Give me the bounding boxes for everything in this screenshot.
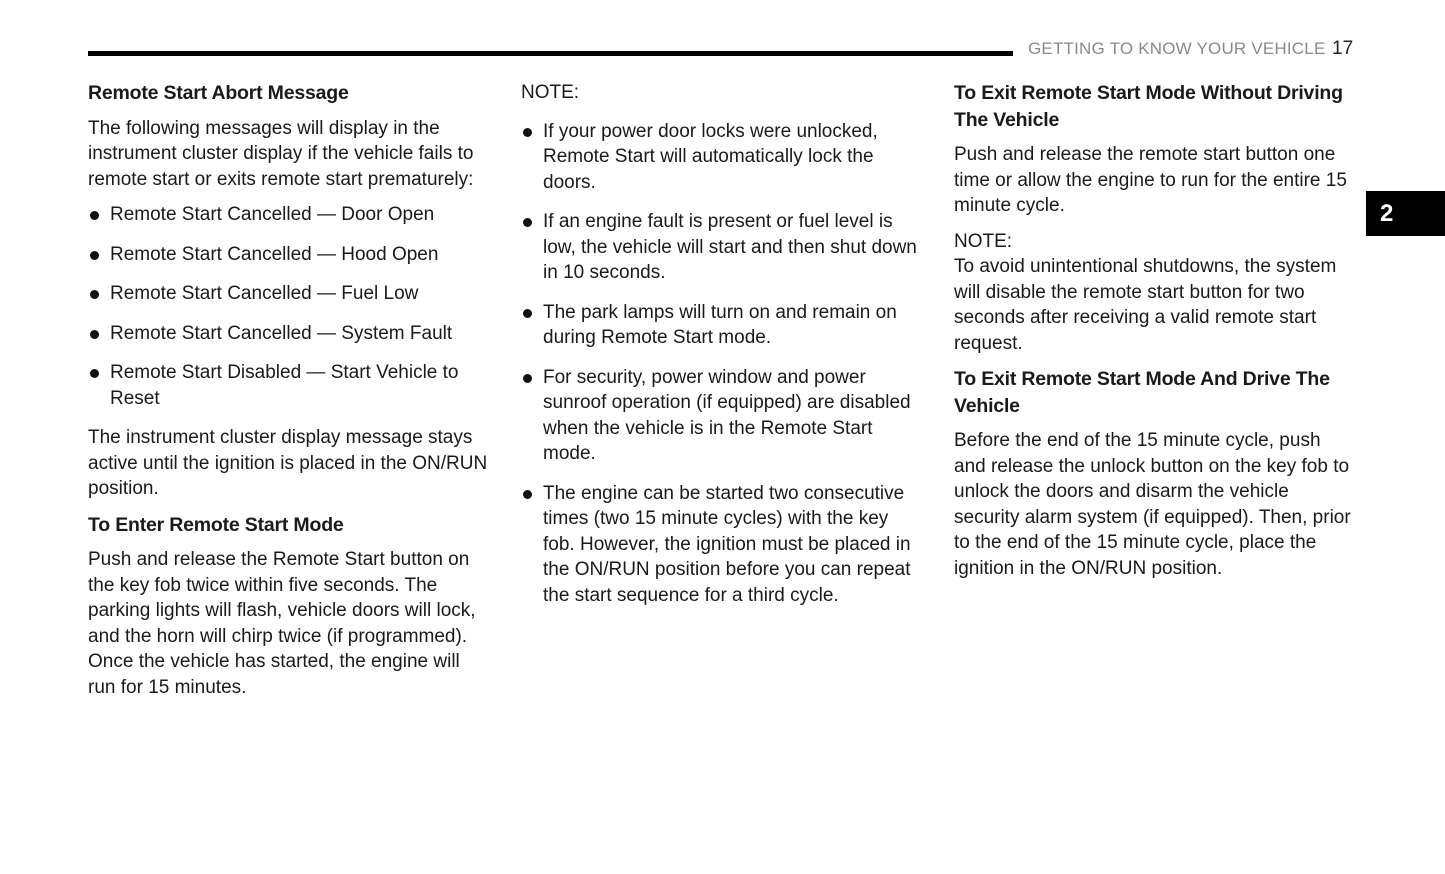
note-label: NOTE: [521,82,580,103]
heading-enter-remote-start: To Enter Remote Start Mode [88,513,344,536]
paragraph-enter-remote-start: Push and release the Remote Start button on the key fob twice within five seconds. The parking lights will flash, vehicle doors will lock, and the horn will chirp twice (if programmed). Once the vehicle has started, the engine will run for 15 minutes. [88,549,476,698]
abort-message-list [88,202,490,411]
column-2 [521,80,921,622]
page-number: 17 [1332,38,1354,59]
list-item: For security, power window and power sunroof operation (if equipped) are disabled when the vehicle is in the Remote Start mode. [521,365,921,467]
paragraph-message-stays: The instrument cluster display message stays active until the ignition is placed in the ON/RUN position. [88,427,488,499]
list-item: Remote Start Cancelled — Door Open [88,202,490,228]
list-item: Remote Start Cancelled — System Fault [88,321,490,347]
paragraph-exit-and-drive: Before the end of the 15 minute cycle, push and release the unlock button on the key fob to unlock the doors and disarm the vehicle security alarm system (if equipped). Then, prior to the end of the 15 minute cycle, place the ignition in the ON/RUN position. [954,430,1351,579]
heading-exit-without-driving: To Exit Remote Start Mode Without Driving The Vehicle [954,82,1343,131]
list-item: If your power door locks were unlocked, Remote Start will automatically lock the doors. [521,119,921,196]
column-1 [88,80,490,710]
list-item: Remote Start Disabled — Start Vehicle to Reset [88,360,490,411]
list-item: If an engine fault is present or fuel level is low, the vehicle will start and then shut down in 10 seconds. [521,209,921,286]
note-label: NOTE: [954,230,1013,252]
column-3 [954,80,1354,591]
list-item: Remote Start Cancelled — Hood Open [88,242,490,268]
note-list [521,119,921,609]
heading-remote-start-abort: Remote Start Abort Message [88,82,349,104]
header-rule [88,51,1013,56]
note-text: To avoid unintentional shutdowns, the system will disable the remote start button for two seconds after receiving a valid remote start request. [954,256,1337,354]
list-item: The engine can be started two consecutive times (two 15 minute cycles) with the key fob. However, the ignition must be placed in the ON/RUN position before you can repeat the start sequence for a third cycle. [521,481,921,609]
section-title: GETTING TO KNOW YOUR VEHICLE [1028,39,1326,58]
chapter-tab[interactable]: 2 [1366,191,1445,236]
heading-exit-and-drive: To Exit Remote Start Mode And Drive The Vehicle [954,368,1330,417]
paragraph-exit-without-driving: Push and release the remote start button one time or allow the engine to run for the entire 15 minute cycle. [954,144,1347,216]
list-item: Remote Start Cancelled — Fuel Low [88,281,490,307]
list-item: The park lamps will turn on and remain on during Remote Start mode. [521,300,921,351]
paragraph-abort-intro: The following messages will display in the instrument cluster display if the vehicle fails to remote start or exits remote start prematurely: [88,117,474,190]
